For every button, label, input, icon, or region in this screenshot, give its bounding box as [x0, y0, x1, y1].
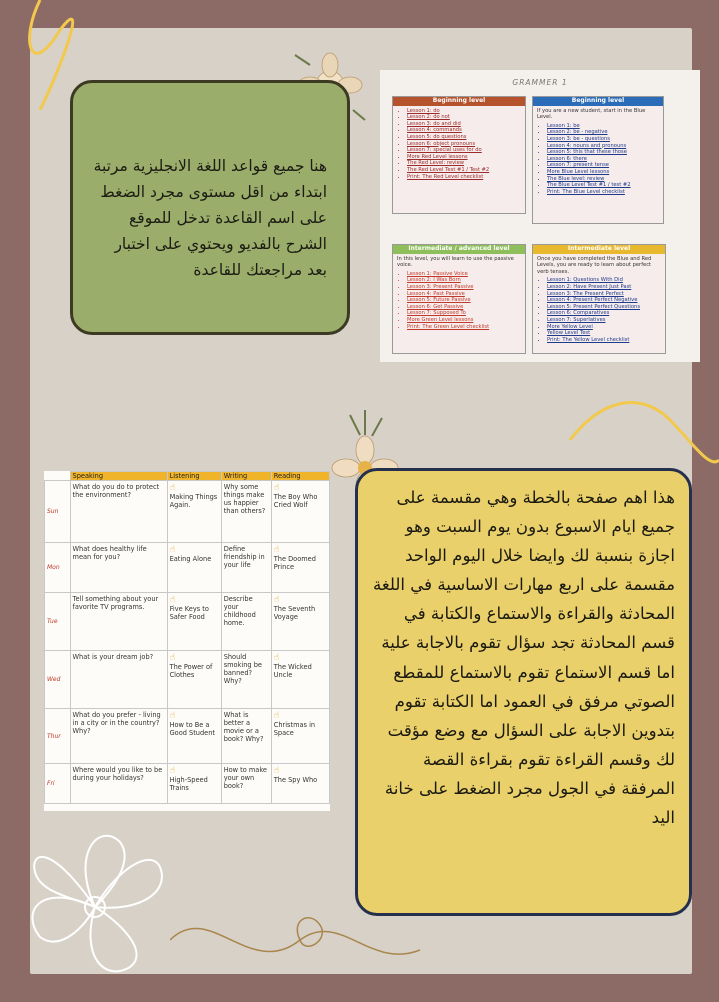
yellow-lesson-link[interactable]: • Lesson 6: Comparatives — [547, 310, 661, 317]
writing-cell-text: Define friendship in your life — [223, 545, 265, 569]
speaking-cell-text: What do you do to protect the environment? — [72, 483, 160, 499]
reading-cell-text: The Spy Who — [273, 776, 318, 784]
reading-cell-text: Christmas in Space — [273, 721, 316, 737]
speaking-cell-text: Tell something about your favorite TV programs. — [72, 595, 159, 611]
hand-pointer-icon[interactable]: ☝ — [169, 483, 176, 493]
reading-cell-text: The Boy Who Cried Wolf — [273, 493, 318, 509]
listening-cell-text: How to Be a Good Student — [169, 721, 215, 737]
red-lesson-link[interactable]: • Lesson 2: do not — [407, 114, 521, 121]
yellow-lesson-link[interactable]: • Lesson 5: Present Perfect Questions — [547, 304, 661, 311]
schedule-header-row — [45, 472, 330, 481]
speaking-cell-text: Where would you like to be during your holidays? — [72, 766, 163, 782]
day-label — [45, 709, 71, 764]
speaking-cell-text: What is your dream job? — [72, 653, 154, 661]
white-flower-decoration — [10, 812, 180, 1002]
writing-cell — [221, 764, 271, 804]
hand-pointer-icon[interactable]: ☝ — [273, 653, 280, 663]
speaking-cell — [70, 593, 167, 651]
blue-lesson-link[interactable]: • Lesson 4: nouns and pronouns — [547, 143, 659, 150]
hand-pointer-icon[interactable]: ☝ — [169, 545, 176, 555]
listening-cell-text: Eating Alone — [169, 555, 212, 563]
green-level-intro: In this level, you will learn to use the passive voice. — [397, 255, 514, 269]
green-lesson-link[interactable]: • Lesson 3: Present Passive — [407, 284, 521, 291]
red-lesson-link[interactable]: • The Red Level: review — [407, 160, 521, 167]
green-lesson-link[interactable]: • Lesson 5: Future Passive — [407, 297, 521, 304]
yellow-level-lessons — [537, 277, 661, 343]
grammar-note-card — [70, 80, 350, 335]
day-label-text: Thur — [47, 732, 61, 740]
schedule-row — [45, 481, 330, 543]
day-label-text: Sun — [47, 508, 59, 515]
weekly-schedule-table — [44, 471, 330, 811]
hand-pointer-icon[interactable]: ☝ — [169, 766, 176, 776]
blue-level-lessons — [537, 123, 659, 196]
speaking-cell — [70, 651, 167, 709]
listening-cell[interactable] — [167, 481, 221, 543]
schedule-note-card — [355, 468, 692, 916]
speaking-cell — [70, 709, 167, 764]
header-writing: Writing — [221, 472, 271, 481]
speaking-cell — [70, 764, 167, 804]
hand-pointer-icon[interactable]: ☝ — [273, 711, 280, 721]
listening-cell-text: High-Speed Trains — [169, 776, 208, 792]
writing-cell-text: How to make your own book? — [223, 766, 267, 790]
red-level-lessons — [397, 108, 521, 181]
listening-cell[interactable] — [167, 543, 221, 593]
red-level-header: Beginning level — [393, 97, 525, 106]
reading-cell[interactable] — [271, 481, 329, 543]
reading-cell-text: The Wicked Uncle — [273, 663, 312, 679]
day-label-text: Wed — [47, 676, 61, 683]
grammar-note-text: هنا جميع قواعد اللغة الانجليزية مرتبة ابتداء من اقل مستوى مجرد الضغط على اسم القاعدة تدخل للموقع الشرح بالفديو ويحتوي على اختبار بعد مراجعتك للقاعدة — [93, 157, 327, 279]
yellow-lesson-link[interactable]: • Lesson 2: Have Present Just Past — [547, 284, 661, 291]
blue-lesson-link[interactable]: • Lesson 3: be - questions — [547, 136, 659, 143]
blue-level-header: Beginning level — [533, 97, 663, 106]
schedule-row — [45, 764, 330, 804]
writing-cell-text: What is better a movie or a book? Why? — [223, 711, 264, 743]
red-lesson-link[interactable]: • Lesson 1: do — [407, 108, 521, 115]
green-lesson-link[interactable]: • Lesson 2: I Was Born — [407, 277, 521, 284]
header-speaking: Speaking — [70, 472, 167, 481]
green-level-lessons — [397, 271, 521, 330]
red-lesson-link[interactable]: • Print: The Red Level checklist — [407, 174, 521, 181]
blue-lesson-link[interactable]: • Lesson 7: present tense — [547, 162, 659, 169]
yellow-level-box — [532, 244, 666, 354]
hand-pointer-icon[interactable]: ☝ — [169, 595, 176, 605]
blue-lesson-link[interactable]: • More Blue Level lessons — [547, 169, 659, 176]
grammar-title: GRAMMER 1 — [512, 78, 568, 87]
blue-level-box — [532, 96, 664, 224]
listening-cell[interactable] — [167, 593, 221, 651]
red-lesson-link[interactable]: • Lesson 6: object pronouns — [407, 141, 521, 148]
hand-pointer-icon[interactable]: ☝ — [169, 653, 176, 663]
blue-lesson-link[interactable]: • Lesson 2: be - negative — [547, 129, 659, 136]
yellow-lesson-link[interactable]: • Lesson 7: Superlatives — [547, 317, 661, 324]
day-label — [45, 593, 71, 651]
speaking-cell-text: What does healthy life mean for you? — [72, 545, 147, 561]
red-level-box — [392, 96, 526, 214]
schedule-note-text: هذا اهم صفحة بالخطة وهي مقسمة على جميع ايام الاسبوع بدون يوم السبت وهو اجازة بنسبة لك وايضا خلال اليوم الواحد مقسمة على اربع مهارات الاساسية في اللغة المحادثة والقراءة والاستماع والكتابة في قسم المحادثة تجد سؤال تقوم بالاجابة علية اما قسم الاستماع تقوم بالاستماع للمقطع الصوتي مرفق في العمود اما الكتابة تقوم بتدوين الاجابة على السؤال مع وضع مؤقت لك وقسم القراءة تقوم بقراءة القصة المرفقة في الجول مجرد الضغط على خانة اليد — [372, 488, 675, 828]
blue-lesson-link[interactable]: • The Blue level: review — [547, 176, 659, 183]
writing-cell-text: Should smoking be banned? Why? — [223, 653, 262, 685]
green-level-box — [392, 244, 526, 354]
day-label — [45, 543, 71, 593]
writing-cell — [221, 481, 271, 543]
writing-cell-text: Why some things make us happier than others? — [223, 483, 266, 515]
blue-lesson-link[interactable]: • Lesson 5: this that these those — [547, 149, 659, 156]
yellow-lesson-link[interactable]: • Yellow Level Test — [547, 330, 661, 337]
speaking-cell — [70, 481, 167, 543]
listening-cell[interactable] — [167, 709, 221, 764]
schedule-row — [45, 593, 330, 651]
listening-cell-text: Making Things Again. — [169, 493, 218, 509]
day-label — [45, 764, 71, 804]
yellow-lesson-link[interactable]: • Lesson 4: Present Perfect Negative — [547, 297, 661, 304]
yellow-lesson-link[interactable]: • Print: The Yellow Level checklist — [547, 337, 661, 344]
writing-cell — [221, 593, 271, 651]
red-lesson-link[interactable]: • Lesson 4: commands — [407, 127, 521, 134]
green-lesson-link[interactable]: • Lesson 1: Passive Voice — [407, 271, 521, 278]
day-label — [45, 651, 71, 709]
listening-cell[interactable] — [167, 651, 221, 709]
schedule-row — [45, 651, 330, 709]
header-reading: Reading — [271, 472, 329, 481]
speaking-cell — [70, 543, 167, 593]
day-label-text: Tue — [47, 618, 58, 625]
writing-cell — [221, 543, 271, 593]
reading-cell[interactable] — [271, 709, 329, 764]
hand-pointer-icon[interactable]: ☝ — [273, 483, 280, 493]
red-lesson-link[interactable]: • Lesson 7: special uses for do — [407, 147, 521, 154]
schedule-row — [45, 543, 330, 593]
listening-cell-text: The Power of Clothes — [169, 663, 213, 679]
listening-cell-text: Five Keys to Safer Food — [169, 605, 209, 621]
day-label — [45, 481, 71, 543]
writing-cell — [221, 709, 271, 764]
writing-cell-text: Describe your childhood home. — [223, 595, 256, 627]
header-listening: Listening — [167, 472, 221, 481]
grammar-levels-panel — [380, 70, 700, 362]
blue-lesson-link[interactable]: • Print: The Blue Level checklist — [547, 189, 659, 196]
green-lesson-link[interactable]: • Lesson 6: Get Passive — [407, 304, 521, 311]
hand-pointer-icon[interactable]: ☝ — [273, 766, 280, 776]
green-lesson-link[interactable]: • Lesson 7: Supposed To — [407, 310, 521, 317]
blue-lesson-link[interactable]: • The Blue Level Test #1 / test #2 — [547, 182, 659, 189]
hand-pointer-icon[interactable]: ☝ — [273, 545, 280, 555]
green-lesson-link[interactable]: • Lesson 4: Past Passive — [407, 291, 521, 298]
day-label-text: Fri — [47, 780, 55, 787]
yellow-level-header: Intermediate level — [533, 245, 665, 254]
blue-level-intro: If you are a new student, start in the Blue Level. — [537, 107, 646, 121]
writing-cell — [221, 651, 271, 709]
yellow-lesson-link[interactable]: • Lesson 1: Questions With Did — [547, 277, 661, 284]
green-level-header: Intermediate / advanced level — [393, 245, 525, 254]
reading-cell-text: The Seventh Voyage — [273, 605, 316, 621]
red-lesson-link[interactable]: • Lesson 3: do and did — [407, 121, 521, 128]
speaking-cell-text: What do you prefer - living in a city or in the country? Why? — [72, 711, 161, 735]
reading-cell[interactable] — [271, 651, 329, 709]
yellow-lesson-link[interactable]: • More Yellow Level — [547, 324, 661, 331]
green-lesson-link[interactable]: • More Green Level lessons — [407, 317, 521, 324]
schedule-row — [45, 709, 330, 764]
blue-lesson-link[interactable]: • Lesson 6: there — [547, 156, 659, 163]
green-lesson-link[interactable]: • Print: The Green Level checklist — [407, 324, 521, 331]
yellow-lesson-link[interactable]: • Lesson 3: The Present Perfect — [547, 291, 661, 298]
red-lesson-link[interactable]: • More Red Level lessons — [407, 154, 521, 161]
yellow-level-intro: Once you have completed the Blue and Red Levels, you are ready to learn about perfect verb tenses. — [537, 255, 652, 275]
hand-pointer-icon[interactable]: ☝ — [273, 595, 280, 605]
hand-pointer-icon[interactable]: ☝ — [169, 711, 176, 721]
listening-cell[interactable] — [167, 764, 221, 804]
reading-cell[interactable] — [271, 593, 329, 651]
reading-cell[interactable] — [271, 764, 329, 804]
reading-cell[interactable] — [271, 543, 329, 593]
header-corner — [45, 472, 71, 481]
day-label-text: Mon — [47, 564, 60, 571]
reading-cell-text: The Doomed Prince — [273, 555, 316, 571]
blue-lesson-link[interactable]: • Lesson 1: be — [547, 123, 659, 130]
red-lesson-link[interactable]: • Lesson 5: do questions — [407, 134, 521, 141]
red-lesson-link[interactable]: • The Red Level Test #1 / Test #2 — [407, 167, 521, 174]
